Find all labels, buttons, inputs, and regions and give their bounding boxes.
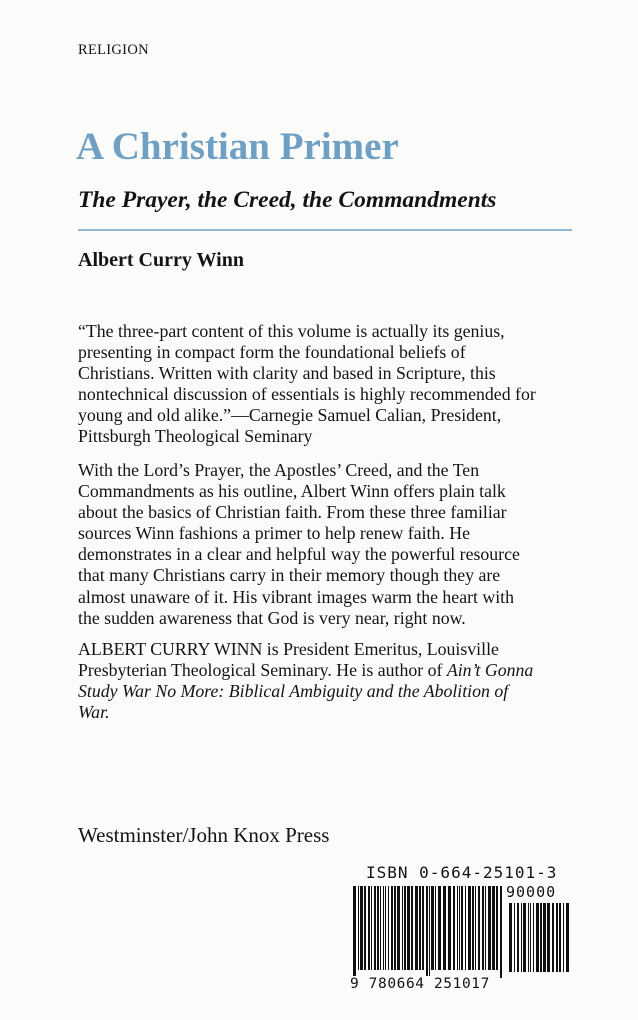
barcode-bar bbox=[415, 886, 418, 970]
barcode-bar bbox=[459, 886, 460, 970]
barcode-bar bbox=[388, 886, 389, 970]
description-line: sources Winn fashions a primer to help renew faith. He bbox=[78, 523, 471, 544]
description-line: almost unaware of it. His vibrant images warm the heart with bbox=[78, 586, 515, 607]
barcode-bar bbox=[563, 903, 564, 972]
barcode-bar bbox=[358, 886, 359, 970]
barcode-bar bbox=[411, 886, 413, 970]
bio-line bbox=[78, 681, 578, 702]
book-reference: Study War No More: Biblical Ambiguity and the Abolition of bbox=[78, 681, 509, 702]
quote-line: young and old alike.”—Carnegie Samuel Calian, President, bbox=[78, 405, 502, 426]
barcode-bar bbox=[385, 886, 386, 970]
barcode-bar bbox=[429, 886, 430, 978]
barcode-bar bbox=[353, 886, 356, 978]
description-line: demonstrates in a clear and helpful way the powerful resource bbox=[78, 544, 520, 565]
barcode-bar bbox=[521, 903, 522, 972]
bio-line: ALBERT CURRY WINN is President Emeritus, Louisville bbox=[78, 639, 499, 659]
barcode-bar bbox=[514, 903, 515, 972]
barcode-bar bbox=[407, 886, 410, 970]
title-divider bbox=[78, 229, 572, 231]
price-barcode bbox=[508, 903, 572, 980]
barcode-bar bbox=[377, 886, 379, 970]
barcode-bar bbox=[443, 886, 446, 970]
isbn-label: ISBN 0-664-25101-3 bbox=[366, 863, 558, 882]
quote-line: Pittsburgh Theological Seminary bbox=[78, 426, 313, 447]
barcode-bar bbox=[533, 903, 534, 972]
barcode-bar bbox=[517, 903, 519, 972]
author-bio bbox=[78, 639, 578, 723]
description-line: With the Lord’s Prayer, the Apostles’ Creed, and the Ten bbox=[78, 460, 480, 480]
barcode-bar bbox=[435, 886, 436, 970]
description-line: Commandments as his outline, Albert Winn offers plain talk bbox=[78, 481, 506, 502]
bio-line bbox=[78, 702, 578, 723]
isbn-barcode bbox=[352, 886, 504, 978]
barcode-bar bbox=[478, 886, 480, 970]
barcode-bar bbox=[426, 886, 428, 978]
barcode-bar bbox=[431, 886, 434, 970]
quote-line: nontechnical discussion of essentials is highly recommended for bbox=[78, 384, 536, 405]
barcode-bar bbox=[465, 886, 466, 970]
barcode-bar bbox=[468, 886, 471, 970]
barcode-bar bbox=[374, 886, 376, 970]
barcode-bar bbox=[383, 886, 384, 970]
barcode-bar bbox=[509, 903, 512, 972]
barcode-bar bbox=[536, 903, 539, 972]
barcode-bar bbox=[485, 886, 486, 970]
barcode-bar bbox=[391, 886, 393, 970]
barcode-bar bbox=[371, 886, 372, 970]
price-code: 90000 bbox=[506, 883, 557, 901]
barcode-bar bbox=[530, 903, 531, 972]
description-line: the sudden awareness that God is very near, right now. bbox=[78, 607, 466, 628]
bio-line bbox=[78, 660, 578, 681]
quote-line: Christians. Written with clarity and based in Scripture, this bbox=[78, 363, 496, 384]
barcode-bar bbox=[402, 886, 403, 970]
barcode-bar bbox=[364, 886, 366, 970]
barcode-bar bbox=[457, 886, 458, 970]
barcode-bar bbox=[488, 886, 491, 970]
endorsement-quote bbox=[78, 321, 578, 448]
barcode-bar bbox=[404, 886, 406, 970]
barcode-bar bbox=[380, 886, 381, 970]
book-title: A Christian Primer bbox=[76, 125, 399, 168]
barcode-bar bbox=[453, 886, 455, 970]
quote-line: presenting in compact form the foundational beliefs of bbox=[78, 342, 466, 363]
barcode-bar bbox=[556, 903, 558, 972]
barcode-bar bbox=[543, 903, 546, 972]
quote-line: “The three-part content of this volume is actually its genius, bbox=[78, 321, 505, 341]
barcode-bar bbox=[540, 903, 542, 972]
barcode-bar bbox=[566, 903, 569, 972]
barcode-digits: 9 780664 251017 bbox=[350, 976, 490, 992]
publisher-name: Westminster/John Knox Press bbox=[78, 823, 330, 847]
barcode-bar bbox=[419, 886, 421, 970]
barcode-bar bbox=[528, 903, 529, 972]
barcode-bar bbox=[523, 903, 526, 972]
barcode-bar bbox=[438, 886, 441, 970]
description-line: about the basics of Christian faith. From these three familiar bbox=[78, 502, 507, 523]
barcode-bar bbox=[422, 886, 424, 970]
barcode-bar bbox=[492, 886, 495, 970]
barcode-bar bbox=[360, 886, 363, 970]
category-label: RELIGION bbox=[78, 42, 149, 58]
barcode-bar bbox=[394, 886, 396, 970]
book-reference: Ain’t Gonna bbox=[446, 660, 534, 681]
author-name: Albert Curry Winn bbox=[78, 249, 244, 271]
barcode-bar bbox=[547, 903, 550, 972]
barcode-bar bbox=[559, 903, 561, 972]
book-description bbox=[78, 460, 578, 629]
barcode-bar bbox=[496, 886, 498, 970]
barcode-bar bbox=[472, 886, 474, 970]
barcode-bar bbox=[397, 886, 400, 970]
barcode-bar bbox=[475, 886, 476, 970]
barcode-bar bbox=[448, 886, 451, 970]
bio-text: Presbyterian Theological Seminary. He is author of bbox=[78, 660, 447, 681]
barcode-bar bbox=[461, 886, 463, 970]
barcode-bar bbox=[552, 903, 554, 972]
description-line: that many Christians carry in their memory though they are bbox=[78, 565, 501, 586]
barcode-bar bbox=[500, 886, 502, 978]
barcode-bar bbox=[482, 886, 484, 970]
book-reference: War. bbox=[78, 702, 110, 723]
book-subtitle: The Prayer, the Creed, the Commandments bbox=[78, 187, 497, 213]
barcode-bar bbox=[368, 886, 370, 970]
